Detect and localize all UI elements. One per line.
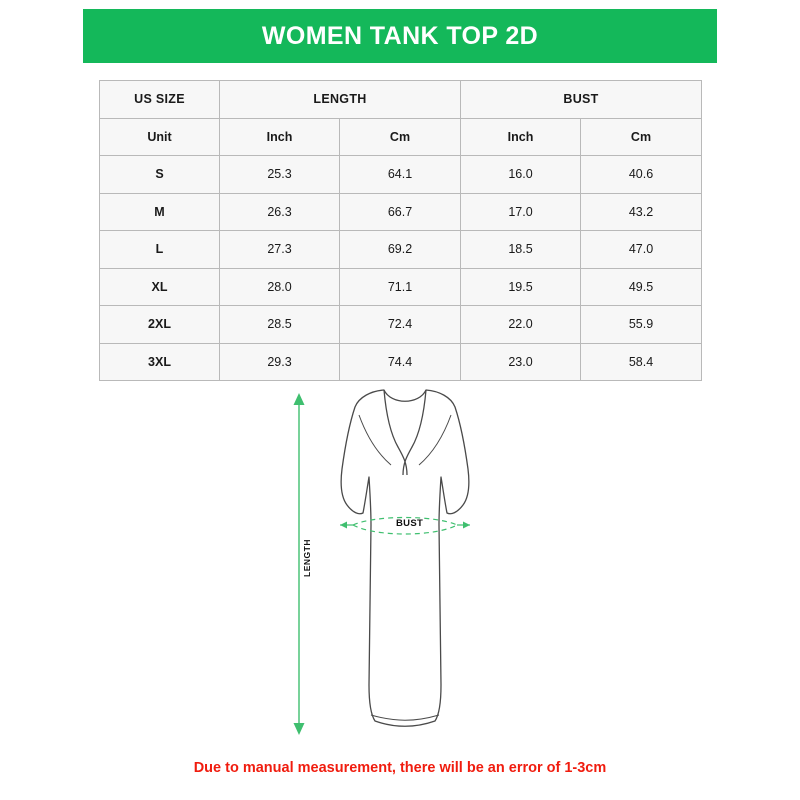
row-bust-cm: 40.6 [581, 156, 702, 194]
unit-length-inch: Inch [220, 118, 340, 156]
header-length: LENGTH [220, 81, 461, 119]
row-bust-cm: 47.0 [581, 231, 702, 269]
row-bust-cm: 58.4 [581, 343, 702, 381]
measurement-disclaimer: Due to manual measurement, there will be an error of 1-3cm [193, 760, 607, 776]
row-length-inch: 27.3 [220, 231, 340, 269]
row-size: 3XL [100, 343, 220, 381]
row-length-inch: 28.5 [220, 306, 340, 344]
row-length-inch: 25.3 [220, 156, 340, 194]
unit-label: Unit [100, 118, 220, 156]
row-bust-inch: 23.0 [461, 343, 581, 381]
unit-length-cm: Cm [340, 118, 461, 156]
tank-top-illustration [255, 385, 555, 740]
size-table-container [99, 80, 701, 381]
row-length-cm: 74.4 [340, 343, 461, 381]
length-measure-label: LENGTH [301, 539, 312, 577]
row-bust-inch: 18.5 [461, 231, 581, 269]
table-group-header-row [100, 81, 702, 119]
table-row [100, 156, 702, 194]
table-row [100, 343, 702, 381]
row-length-inch: 28.0 [220, 268, 340, 306]
row-bust-cm: 49.5 [581, 268, 702, 306]
row-length-cm: 71.1 [340, 268, 461, 306]
row-bust-inch: 19.5 [461, 268, 581, 306]
tank-top-diagram [255, 385, 555, 740]
size-table [99, 80, 702, 381]
unit-bust-cm: Cm [581, 118, 702, 156]
table-row [100, 306, 702, 344]
row-size: L [100, 231, 220, 269]
row-bust-inch: 17.0 [461, 193, 581, 231]
header-us-size: US SIZE [100, 81, 220, 119]
table-row [100, 268, 702, 306]
header-bust: BUST [461, 81, 702, 119]
row-length-inch: 29.3 [220, 343, 340, 381]
row-bust-inch: 22.0 [461, 306, 581, 344]
bust-measure-label: BUST [396, 518, 424, 529]
row-length-cm: 69.2 [340, 231, 461, 269]
unit-bust-inch: Inch [461, 118, 581, 156]
row-length-cm: 72.4 [340, 306, 461, 344]
row-size: S [100, 156, 220, 194]
row-bust-inch: 16.0 [461, 156, 581, 194]
page-title: WOMEN TANK TOP 2D [261, 21, 539, 50]
table-row [100, 231, 702, 269]
row-length-inch: 26.3 [220, 193, 340, 231]
row-bust-cm: 43.2 [581, 193, 702, 231]
row-bust-cm: 55.9 [581, 306, 702, 344]
chart-header-banner [83, 9, 717, 63]
row-length-cm: 64.1 [340, 156, 461, 194]
row-size: XL [100, 268, 220, 306]
row-size: 2XL [100, 306, 220, 344]
row-length-cm: 66.7 [340, 193, 461, 231]
table-unit-row [100, 118, 702, 156]
row-size: M [100, 193, 220, 231]
table-row [100, 193, 702, 231]
